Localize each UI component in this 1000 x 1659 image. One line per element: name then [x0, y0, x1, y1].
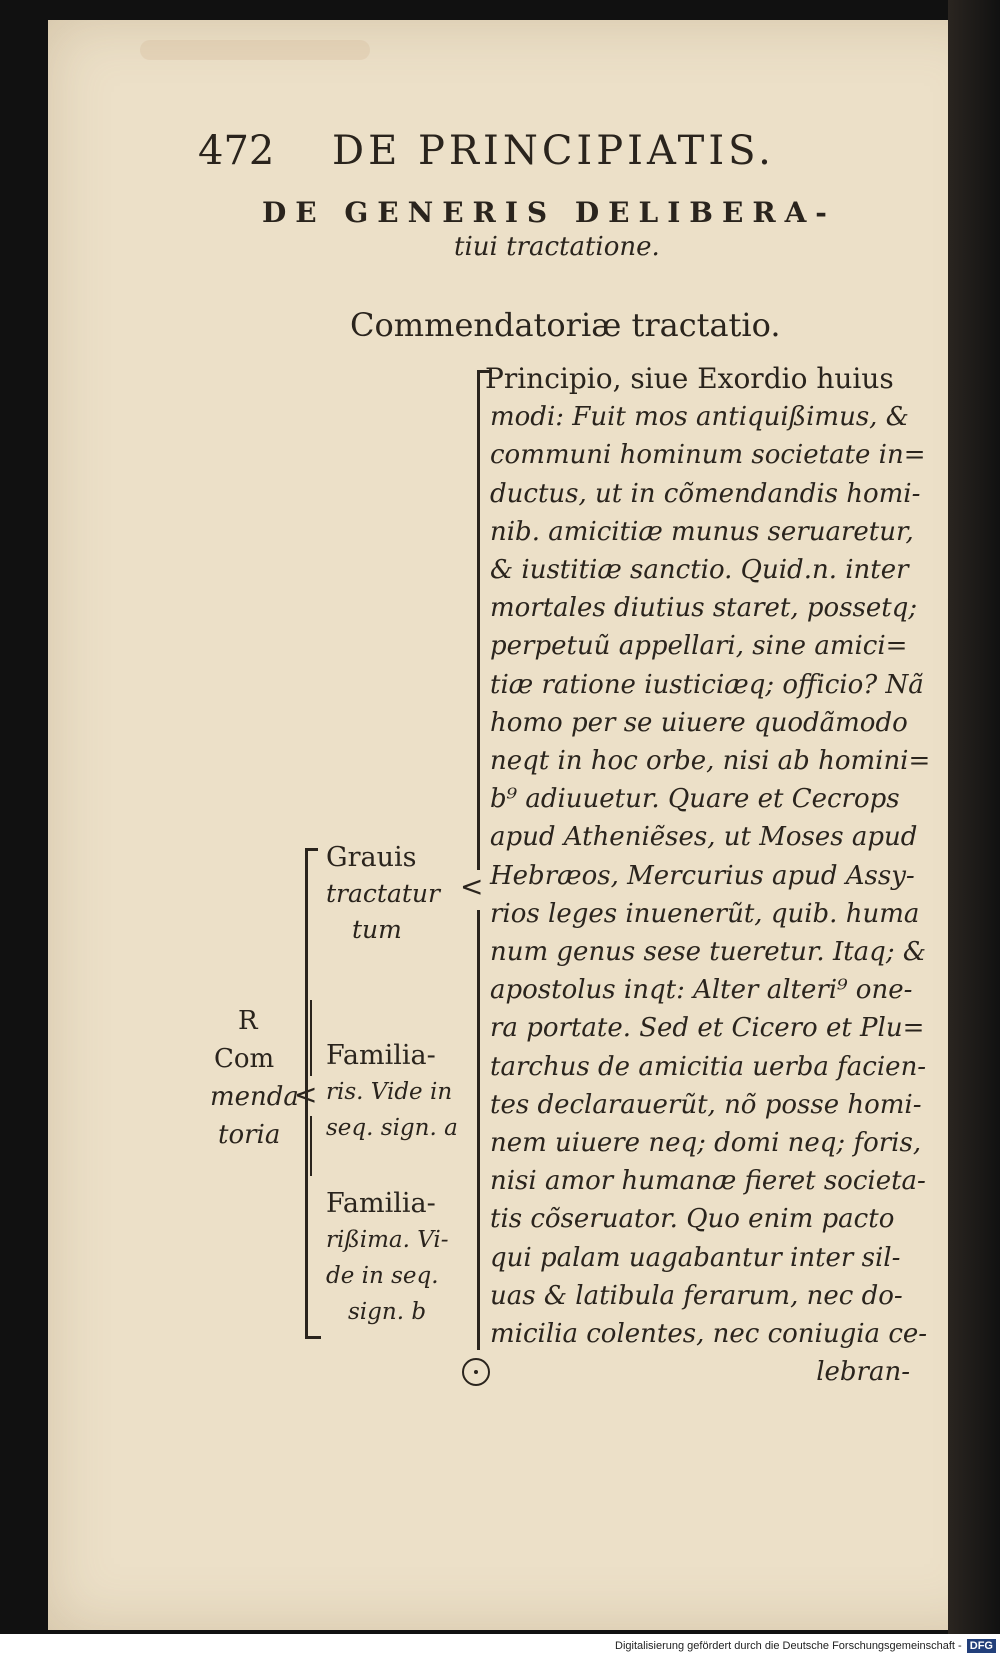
- text-line: communi hominum societate in=: [490, 440, 926, 471]
- familiaris-line: seq. sign. a: [326, 1115, 458, 1141]
- text-line: Principio, siue Exordio huius: [485, 362, 894, 395]
- subheading: Commendatoriæ tractatio.: [350, 306, 781, 344]
- text-line: mortales diutius staret, possetq;: [490, 593, 918, 624]
- middle-bracket-bottom: [305, 1336, 321, 1339]
- main-bracket-point: <: [460, 870, 484, 903]
- left-line: menda: [210, 1082, 299, 1112]
- dfg-logo: DFG: [967, 1639, 996, 1653]
- main-text: [485, 360, 931, 1391]
- familiarissima-line: de in seq.: [326, 1263, 439, 1289]
- text-line: homo per se uiuere quodãmodo: [490, 707, 908, 738]
- footer-bar: [0, 1634, 1000, 1659]
- text-line: b⁹ adiuuetur. Quare et Cecrops: [490, 784, 900, 815]
- familiarissima-entry: [326, 1186, 449, 1330]
- footer-text: Digitalisierung gefördert durch die Deutsche Forschungsgemeinschaft -: [615, 1640, 962, 1652]
- page-stain: [140, 40, 370, 60]
- text-line: nib. amicitiæ munus seruaretur,: [490, 516, 914, 547]
- text-line: tes declarauerũt, nõ posse homi-: [490, 1089, 922, 1120]
- text-line: tiæ ratione iusticiæq; officio? Nã: [490, 669, 924, 700]
- main-bracket-vertical-upper: [477, 370, 480, 870]
- text-line: qui palam uagabantur inter sil-: [490, 1242, 901, 1273]
- text-line: micilia colentes, nec coniugia ce-: [490, 1319, 928, 1350]
- main-bracket-vertical-lower: [477, 910, 480, 1350]
- book-gutter: [948, 0, 1000, 1659]
- left-line: R: [238, 1006, 258, 1036]
- left-label: [210, 1002, 299, 1154]
- left-line: toria: [218, 1120, 281, 1150]
- text-line: apud Atheniẽses, ut Moses apud: [490, 822, 918, 853]
- text-line: neqt in hoc orbe, nisi ab homini=: [490, 746, 931, 777]
- text-line: & iustitiæ sanctio. Quid.n. inter: [490, 555, 909, 586]
- gravis-line: tractatur: [326, 879, 440, 908]
- text-line: num genus sese tueretur. Itaq; &: [490, 937, 926, 968]
- familiarissima-line: Familia-: [326, 1188, 436, 1219]
- left-bracket-point: <: [294, 1078, 318, 1111]
- text-line: tis cõseruator. Quo enim pacto: [490, 1204, 895, 1235]
- text-line: nem uiuere neq; domi neq; foris,: [490, 1128, 922, 1159]
- familiarissima-line: rißima. Vi-: [326, 1227, 449, 1253]
- text-line: tarchus de amicitia uerba facien-: [490, 1051, 927, 1082]
- familiaris-line: ris. Vide in: [326, 1079, 453, 1105]
- text-line: Hebræos, Mercurius apud Assy-: [490, 860, 915, 891]
- gravis-line: tum: [352, 915, 402, 944]
- running-title: DE PRINCIPIATIS.: [332, 128, 775, 174]
- text-line: nisi amor humanæ fieret societa-: [490, 1166, 926, 1197]
- left-bracket-upper: [310, 1000, 312, 1076]
- text-line: apostolus inqt: Alter alteri⁹ one-: [490, 975, 913, 1006]
- text-line: rios leges inuenerũt, quib. huma: [490, 898, 920, 929]
- text-line: uas & latibula ferarum, nec do-: [490, 1280, 903, 1311]
- text-line: ra portate. Sed et Cicero et Plu=: [490, 1013, 925, 1044]
- text-line: lebran-: [816, 1357, 910, 1388]
- left-line: Com: [214, 1044, 275, 1074]
- page-number: 472: [198, 128, 275, 174]
- text-line: ductus, ut in cõmendandis homi-: [490, 478, 921, 509]
- text-line: modi: Fuit mos antiquißimus, &: [490, 402, 909, 433]
- left-bracket-lower: [310, 1116, 312, 1176]
- familiarissima-line: sign. b: [348, 1299, 427, 1325]
- familiaris-line: Familia-: [326, 1040, 436, 1071]
- familiaris-entry: [326, 1038, 458, 1146]
- heading-line-2: tiui tractatione.: [454, 232, 660, 262]
- gravis-line: Grauis: [326, 842, 417, 873]
- heading-line-1: DE GENERIS DELIBERA-: [262, 196, 836, 229]
- gravis-entry: [326, 840, 440, 948]
- text-line: perpetuũ appellari, sine amici=: [490, 631, 908, 662]
- circle-mark-icon: [462, 1358, 490, 1386]
